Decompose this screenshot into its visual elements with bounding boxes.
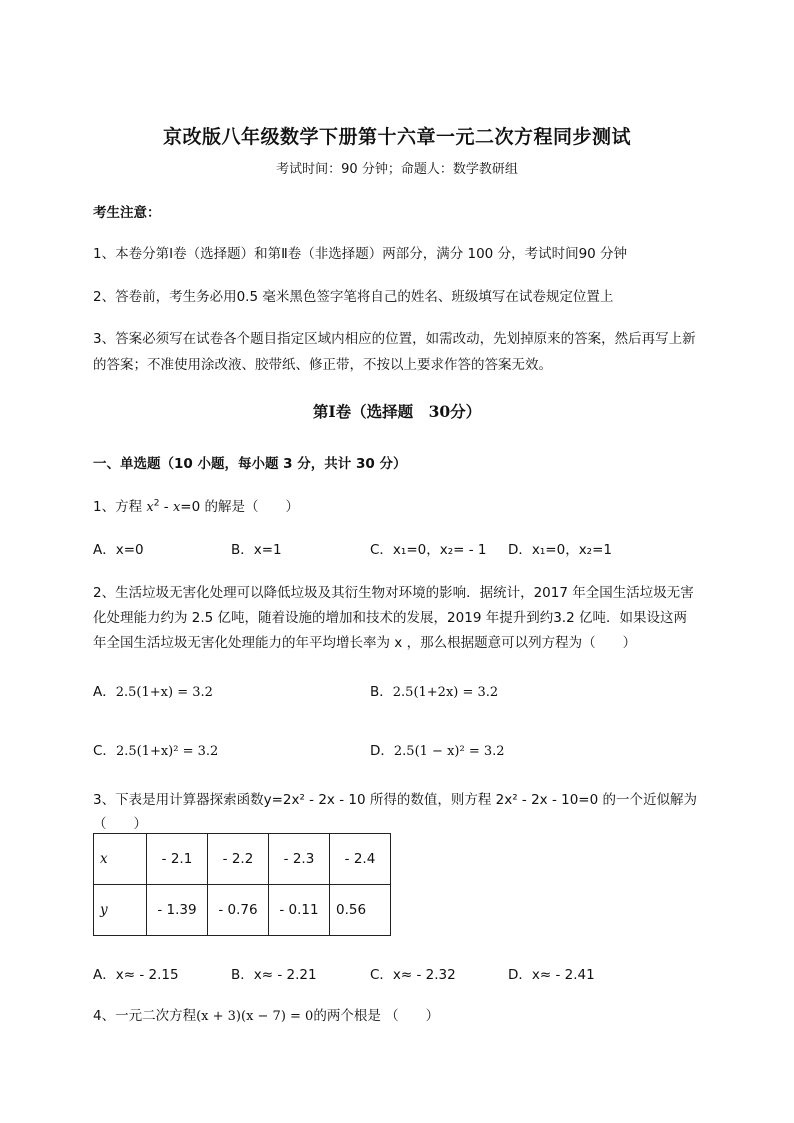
question-2-line-3: 年全国生活垃圾无害化处理能力的年平均增长率为 x ，那么根据题意可以列方程为（ ） [93,635,637,651]
table-cell: - 0.76 [208,885,269,936]
notice-item-3-cont: 的答案；不准使用涂改液、胶带纸、修正带，不按以上要求作答的答案无效。 [93,357,552,373]
q2-option-b: B．2.5(1+2x) = 3.2 [370,684,499,700]
q1-option-d: D．x₁=0，x₂=1 [508,542,612,558]
q1-option-c: C．x₁=0，x₂= - 1 [370,542,487,558]
part-heading: 一、单选题（10 小题，每小题 3 分，共计 30 分） [93,456,407,472]
q2-option-a: A．2.5(1+x) = 3.2 [93,684,213,700]
q3-option-d: D．x≈ - 2.41 [508,967,595,983]
table-cell: 0.56 [330,885,391,936]
question-1: 1、方程 $x^2 - x=0$ 的解是（ ） [93,498,299,515]
table-cell: - 2.3 [269,834,330,885]
table-cell: - 1.39 [147,885,208,936]
q1-option-b: B．x=1 [231,542,282,558]
table-header-y: y [94,885,147,936]
notice-item-2: 2、答卷前，考生务必用0.5 毫米黑色签字笔将自己的姓名、班级填写在试卷规定位置上 [93,289,614,305]
table-cell: - 2.1 [147,834,208,885]
q3-option-b: B．x≈ - 2.21 [231,967,317,983]
values-table [93,833,391,936]
question-3-line-2: （ ） [93,816,147,832]
section-title: 第Ⅰ卷（选择题 30分） [312,402,482,421]
q1-option-a: A．x=0 [93,542,144,558]
table-cell: - 0.11 [269,885,330,936]
q2-option-d: D．2.5(1 − x)² = 3.2 [370,743,505,759]
notice-item-1: 1、本卷分第Ⅰ卷（选择题）和第Ⅱ卷（非选择题）两部分，满分 100 分，考试时间90 分钟 [93,246,628,262]
question-3-line-1: 3、下表是用计算器探索函数y=2x² - 2x - 10 所得的数值，则方程 2x² - 2x - 10=0 的一个近似解为 [93,792,697,808]
question-2-line-1: 2、生活垃圾无害化处理可以降低垃圾及其衍生物对环境的影响．据统计，2017 年全国生活垃圾无害 [93,585,694,601]
page-subtitle: 考试时间：90 分钟；命题人：数学教研组 [276,162,518,177]
notice-item-3: 3、答案必须写在试卷各个题目指定区域内相应的位置，如需改动，先划掉原来的答案，然后再写上新 [93,331,696,347]
table-header-x: x [94,834,147,885]
q3-option-c: C．x≈ - 2.32 [370,967,456,983]
question-2-line-2: 化处理能力约为 2.5 亿吨，随着设施的增加和技术的发展，2019 年提升到约3.2 亿吨．如果设这两 [93,610,687,626]
table-cell: - 2.2 [208,834,269,885]
table-cell: - 2.4 [330,834,391,885]
notice-heading: 考生注意： [93,205,161,221]
q3-option-a: A．x≈ - 2.15 [93,967,179,983]
table-row-y [94,885,391,936]
q2-option-c: C．2.5(1+x)² = 3.2 [93,743,219,759]
question-4: 4、一元二次方程(x + 3)(x − 7) = 0的两个根是 （ ） [93,1008,440,1024]
table-row-x [94,834,391,885]
page-title: 京改版八年级数学下册第十六章一元二次方程同步测试 [162,126,631,148]
